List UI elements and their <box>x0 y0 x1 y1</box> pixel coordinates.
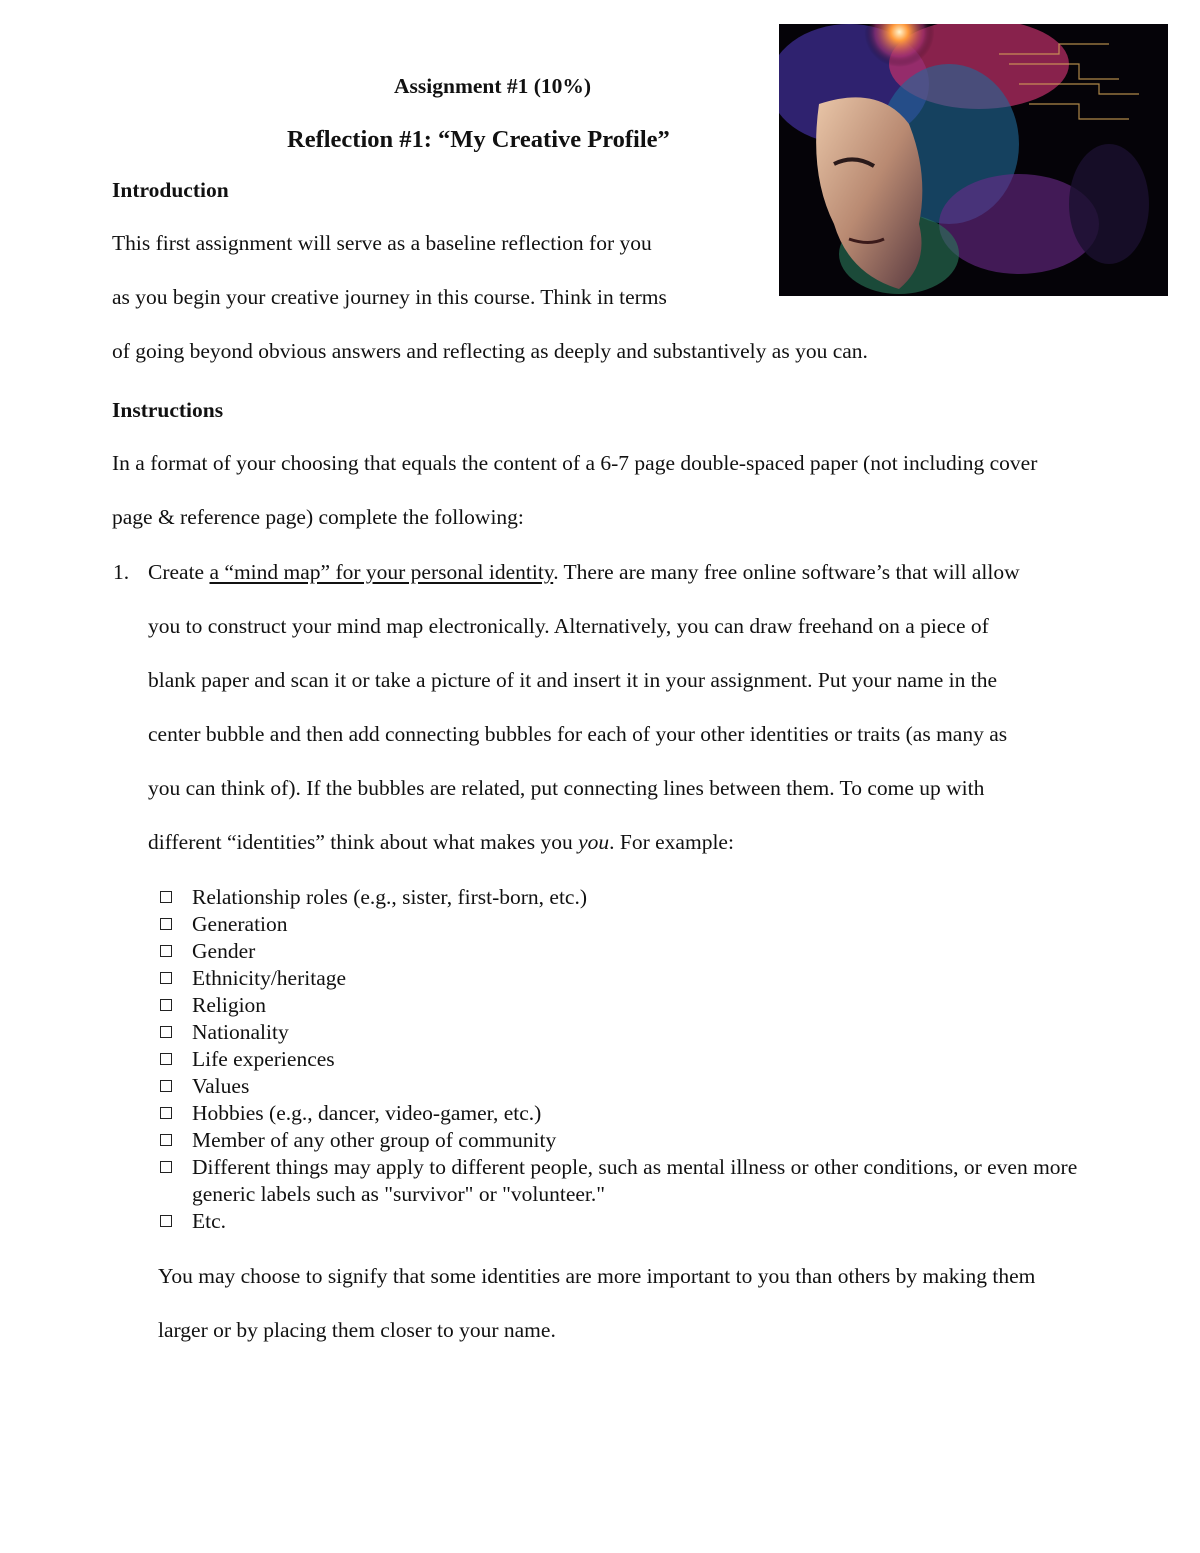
instructions-line-1: In a format of your choosing that equals the content of a 6-7 page double-spaced paper (not including cover <box>112 451 1038 475</box>
checkbox-icon <box>160 1161 172 1173</box>
item-number: 1. <box>113 560 130 584</box>
checkbox-icon <box>160 1107 172 1119</box>
list-item <box>158 1100 1122 1127</box>
checkbox-icon <box>160 918 172 930</box>
item-lead: Create <box>148 560 210 584</box>
instructions-heading: Instructions <box>112 398 224 422</box>
closing-line-2: larger or by placing them closer to your name. <box>158 1318 556 1342</box>
list-item-text: Generation <box>192 912 288 936</box>
list-item <box>158 1073 1122 1100</box>
item-line-6-end: . For example: <box>609 830 734 854</box>
checkbox-icon <box>160 1026 172 1038</box>
closing-line-1: You may choose to signify that some identities are more important to you than others by making them <box>158 1264 1036 1288</box>
list-item-text: Different things may apply to different people, such as mental illness or other conditions, or even more generic labels such as "survivor" or "volunteer." <box>192 1155 1078 1206</box>
list-item <box>158 1127 1122 1154</box>
assignment-label: Assignment #1 (10%) <box>394 74 592 98</box>
colorful-painted-face-icon <box>779 24 1168 296</box>
introduction-line-1: This first assignment will serve as a baseline reflection for you <box>112 231 652 255</box>
list-item-text: Nationality <box>192 1020 289 1044</box>
list-item <box>158 1046 1122 1073</box>
page-title: Reflection #1: “My Creative Profile” <box>287 126 670 153</box>
list-item-text: Values <box>192 1074 250 1098</box>
item-line-6 <box>148 832 734 854</box>
checkbox-icon <box>160 972 172 984</box>
introduction-line-2: as you begin your creative journey in this course. Think in terms <box>112 285 667 309</box>
checkbox-icon <box>160 945 172 957</box>
list-item-text: Gender <box>192 939 256 963</box>
list-item-text: Relationship roles (e.g., sister, first-born, etc.) <box>192 885 587 909</box>
item-line-3: blank paper and scan it or take a picture of it and insert it in your assignment. Put your name in the <box>148 668 998 692</box>
list-item-text: Religion <box>192 993 267 1017</box>
checkbox-icon <box>160 891 172 903</box>
list-item <box>158 965 1122 992</box>
list-item-text: Hobbies (e.g., dancer, video-gamer, etc.) <box>192 1101 542 1125</box>
list-item-text: Life experiences <box>192 1047 335 1071</box>
list-item-text: Etc. <box>192 1209 227 1233</box>
item-line-6-emphasis: you <box>578 830 610 854</box>
item-line-1-rest: . There are many free online software’s that will allow <box>553 560 1020 584</box>
list-item-text: Member of any other group of community <box>192 1128 557 1152</box>
list-item <box>158 1019 1122 1046</box>
checkbox-icon <box>160 1134 172 1146</box>
list-item <box>158 1154 1122 1208</box>
list-item <box>158 938 1122 965</box>
list-item <box>158 1208 1122 1235</box>
item-line-6-start: different “identities” think about what makes you <box>148 830 579 854</box>
hero-image <box>779 24 1168 296</box>
introduction-line-3: of going beyond obvious answers and reflecting as deeply and substantively as you can. <box>112 339 868 363</box>
item-line-1 <box>148 562 1020 584</box>
checkbox-icon <box>160 1080 172 1092</box>
list-item <box>158 911 1122 938</box>
examples-list <box>158 884 1122 1235</box>
instructions-line-2: page & reference page) complete the following: <box>112 505 524 529</box>
list-item-text: Ethnicity/heritage <box>192 966 347 990</box>
mind-map-emphasis: a “mind map” for your personal identity <box>209 560 554 584</box>
introduction-heading: Introduction <box>112 178 229 202</box>
item-line-2: you to construct your mind map electronically. Alternatively, you can draw freehand on a piece of <box>148 614 989 638</box>
checkbox-icon <box>160 1215 172 1227</box>
checkbox-icon <box>160 999 172 1011</box>
list-item <box>158 884 1122 911</box>
checkbox-icon <box>160 1053 172 1065</box>
item-line-5: you can think of). If the bubbles are related, put connecting lines between them. To come up with <box>148 776 985 800</box>
list-item <box>158 992 1122 1019</box>
item-line-4: center bubble and then add connecting bubbles for each of your other identities or traits (as many as <box>148 722 1008 746</box>
